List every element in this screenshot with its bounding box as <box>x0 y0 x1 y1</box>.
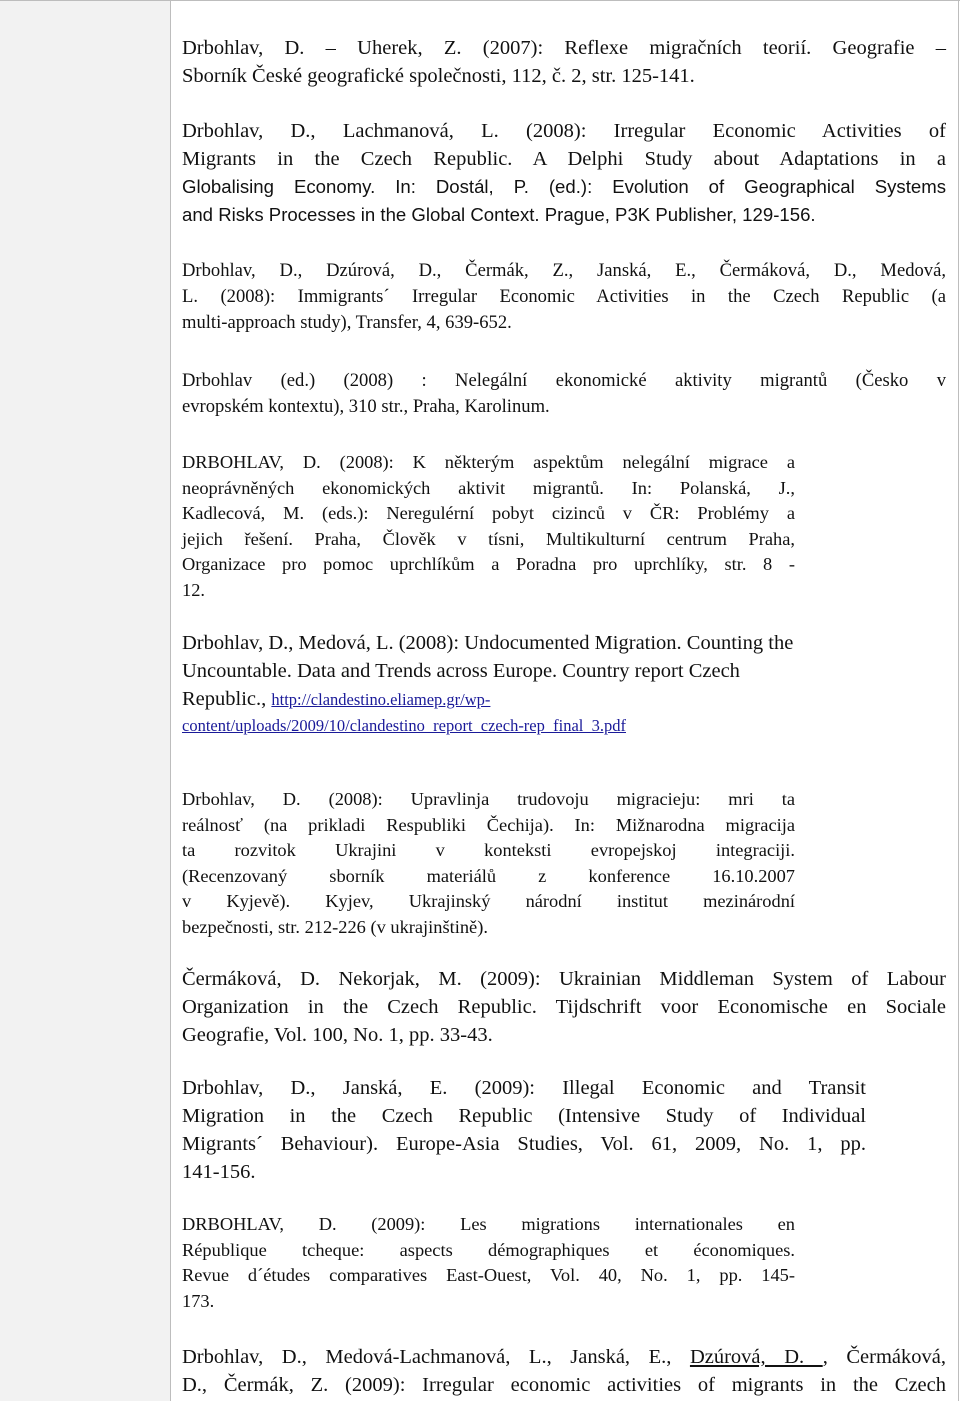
reference-line: Kadlecová, M. (eds.): Neregulérní pobyt cizinců v ČR: Problémy a <box>182 503 795 523</box>
report-link[interactable]: http://clandestino.eliamep.gr/wp- <box>271 690 491 709</box>
reference-text: Drbohlav, D., Medová-Lachmanová, L., Janská, E., <box>182 1346 690 1368</box>
reference-line: Drbohlav, D., Medová, L. (2008): Undocumented Migration. Counting the <box>182 632 794 654</box>
reference-line: L. (2008): Immigrants´ Irregular Economic Activities in the Czech Republic (a <box>182 286 946 307</box>
reference-line: Migrants in the Czech Republic. A Delphi Study about Adaptations in a <box>182 148 946 170</box>
reference-line: Migrants´ Behaviour). Europe-Asia Studies, Vol. 61, 2009, No. 1, pp. <box>182 1133 866 1155</box>
reference-line: (Recenzovaný sborník materiálů z konference 16.10.2007 <box>182 865 795 886</box>
reference-line: Čermáková, D. Nekorjak, M. (2009): Ukrainian Middleman System of Labour <box>182 968 946 990</box>
reference-entry <box>182 629 946 737</box>
reference-line: Drbohlav, D. – Uherek, Z. (2007): Reflexe migračních teorií. Geografie – <box>182 37 946 59</box>
reference-entry <box>182 965 946 1049</box>
reference-line <box>182 685 946 714</box>
reference-line: République tcheque: aspects démographiques et économiques. <box>182 1239 795 1260</box>
left-column <box>0 0 171 1401</box>
reference-line: and Risks Processes in the Global Context. Prague, P3K Publisher, 129-156. <box>182 204 816 225</box>
reference-line: D., Čermák, Z. (2009): Irregular economic activities of migrants in the Czech <box>182 1374 946 1396</box>
reference-entry <box>182 368 946 420</box>
reference-line: Organization in the Czech Republic. Tijdschrift voor Economische en Sociale <box>182 996 946 1018</box>
reference-line: DRBOHLAV, D. (2009): Les migrations internationales en <box>182 1214 795 1234</box>
reference-line: reálnosť (na prikladi Respubliki Čechija). In: Mižnarodna migracija <box>182 814 795 835</box>
reference-line: Drbohlav (ed.) (2008) : Nelegální ekonomické aktivity migrantů (Česko v <box>182 370 946 391</box>
table-top-border <box>0 0 960 1</box>
report-link-continuation[interactable]: content/uploads/2009/10/clandestino_report_czech-rep_final_3.pdf <box>182 716 626 735</box>
reference-line: multi-approach study), Transfer, 4, 639-652. <box>182 312 512 333</box>
table-right-border <box>958 0 959 1401</box>
reference-line: Drbohlav, D., Lachmanová, L. (2008): Irregular Economic Activities of <box>182 120 946 142</box>
underlined-author: Dzúrová, D. <box>689 1346 823 1368</box>
reference-line <box>182 1343 946 1371</box>
reference-text: , Čermáková, <box>822 1346 946 1368</box>
reference-line: DRBOHLAV, D. (2008): K některým aspektům nelegální migrace a <box>182 452 795 472</box>
reference-line: bezpečnosti, str. 212-226 (v ukrajinštině). <box>182 916 488 937</box>
reference-line: Globalising Economy. In: Dostál, P. (ed.): Evolution of Geographical Systems <box>182 176 946 197</box>
reference-line: Organizace pro pomoc uprchlíkům a Poradna pro uprchlíky, str. 8 - <box>182 554 795 574</box>
reference-line: Revue d´études comparatives East-Ouest, Vol. 40, No. 1, pp. 145- <box>182 1265 795 1285</box>
reference-entry <box>182 258 946 336</box>
reference-entry <box>182 34 946 90</box>
reference-entry <box>182 1212 795 1314</box>
reference-line: Sborník České geografické společnosti, 112, č. 2, str. 125-141. <box>182 65 695 87</box>
reference-line: 12. <box>182 579 205 600</box>
reference-entry <box>182 1343 946 1399</box>
reference-line: Drbohlav, D., Janská, E. (2009): Illegal Economic and Transit <box>182 1077 866 1099</box>
reference-line: 141-156. <box>182 1161 256 1183</box>
reference-line: Drbohlav, D., Dzúrová, D., Čermák, Z., Janská, E., Čermáková, D., Medová, <box>182 260 946 281</box>
reference-line <box>182 714 946 737</box>
reference-line: Drbohlav, D. (2008): Upravlinja trudovoju migracieju: mri ta <box>182 789 795 809</box>
reference-line: evropském kontextu), 310 str., Praha, Karolinum. <box>182 396 550 417</box>
reference-entry <box>182 117 946 229</box>
reference-entry <box>182 787 795 940</box>
reference-text: Republic., <box>182 688 272 710</box>
reference-line: neoprávněných ekonomických aktivit migrantů. In: Polanská, J., <box>182 477 795 498</box>
reference-line: 173. <box>182 1290 215 1311</box>
reference-entry <box>182 1074 866 1186</box>
reference-entry <box>182 450 795 603</box>
reference-line: Geografie, Vol. 100, No. 1, pp. 33-43. <box>182 1024 493 1046</box>
reference-line: jejich řešení. Praha, Člověk v tísni, Multikulturní centrum Praha, <box>182 528 795 549</box>
reference-line: v Kyjevě). Kyjev, Ukrajinský národní institut mezinárodní <box>182 891 795 911</box>
reference-line: ta rozvitok Ukrajini v kontekstі evropejskoj integraciji. <box>182 840 795 860</box>
reference-line: Migration in the Czech Republic (Intensive Study of Individual <box>182 1105 866 1127</box>
reference-line: Uncountable. Data and Trends across Europe. Country report Czech <box>182 660 740 682</box>
